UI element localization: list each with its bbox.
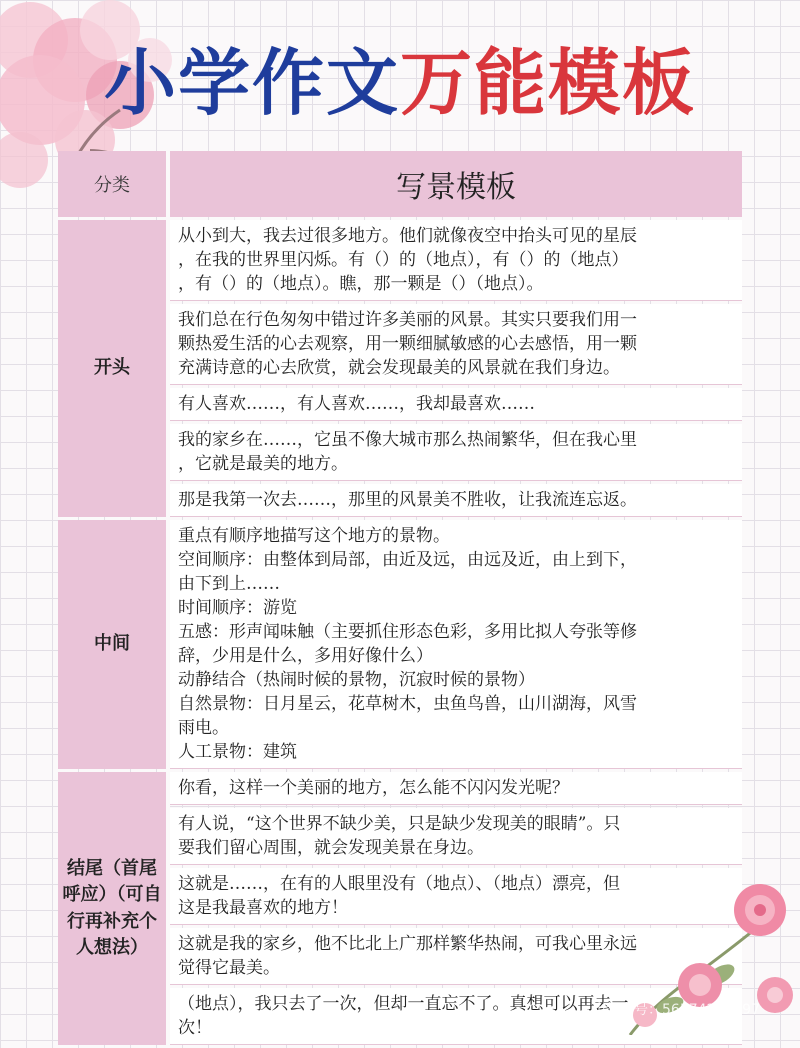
cell-line: ，有（）的（地点）。瞧，那一颗是（）（地点）。 [178,274,544,294]
template-cell [170,304,742,385]
template-cell [170,520,742,769]
cell-line: （地点），我只去了一次，但却一直忘不了。真想可以再去一 [178,994,629,1014]
cell-line: 你看，这样一个美丽的地方，怎么能不闪闪发光呢？ [178,778,569,798]
cell-line: 雨电。 [178,718,229,738]
cell-line: 由下到上…… [178,574,280,594]
cell-line: 从小到大，我去过很多地方。他们就像夜空中抬头可见的星辰 [178,226,637,246]
cell-line: 颗热爱生活的心去观察，用一颗细腻敏感的心去感悟，用一颗 [178,334,637,354]
title-part-red: 万能模板 [400,41,697,125]
cell-line: 觉得它最美。 [178,958,280,978]
watermark: 小红书号：56574219897 [592,1002,760,1018]
template-cell [170,484,742,517]
cell-line: 次！ [178,1018,212,1038]
category-header: 分类 [58,151,170,217]
table-row [58,220,742,301]
cell-line: 充满诗意的心去欣赏，就会发现最美的风景就在我们身边。 [178,358,620,378]
template-cell [170,808,742,865]
cell-line: 那是我第一次去……，那里的风景美不胜收，让我流连忘返。 [178,490,637,510]
category-ending: 结尾（首尾呼应）（可自行再补充个人想法） [58,772,170,1045]
table-row [58,772,742,805]
template-cell [170,220,742,301]
cell-line: 动静结合（热闹时候的景物，沉寂时候的景物） [178,670,535,690]
category-middle: 中间 [58,520,170,769]
cell-line: ，它就是最美的地方。 [178,454,348,474]
cell-line: 我们总在行色匆匆中错过许多美丽的风景。其实只要我们用一 [178,310,637,330]
template-cell [170,772,742,805]
cell-line: 这就是我的家乡，他不比北上广那样繁华热闹，可我心里永远 [178,934,637,954]
template-cell [170,424,742,481]
cell-line: 有人说，“这个世界不缺少美，只是缺少发现美的眼睛”。只 [178,814,621,834]
cell-line: 要我们留心周围，就会发现美景在身边。 [178,838,484,858]
template-cell [170,388,742,421]
page-title [0,40,800,126]
cell-line: 人工景物：建筑 [178,742,297,762]
cell-line: 有人喜欢……，有人喜欢……，我却最喜欢…… [178,394,535,414]
cell-line: 五感：形声闻味触（主要抓住形态色彩，多用比拟人夸张等修 [178,622,637,642]
table-title: 写景模板 [170,151,742,217]
cell-line: 这就是……，在有的人眼里没有（地点）、（地点）漂亮，但 [178,874,620,894]
cell-line: 这是我最喜欢的地方！ [178,898,348,918]
category-opening: 开头 [58,220,170,517]
title-part-blue: 小学作文 [103,41,400,125]
cell-line: 空间顺序：由整体到局部，由近及远，由远及近，由上到下， [178,550,637,570]
table-header-row [58,151,742,217]
cell-line: 自然景物：日月星云，花草树木，虫鱼鸟兽，山川湖海，风雪 [178,694,637,714]
cell-line: 我的家乡在……，它虽不像大城市那么热闹繁华，但在我心里 [178,430,637,450]
cell-line: 辞，少用是什么，多用好像什么） [178,646,433,666]
cell-line: 时间顺序：游览 [178,598,297,618]
cell-line: ，在我的世界里闪烁。有（）的（地点），有（）的（地点） [178,250,629,270]
cell-line: 重点有顺序地描写这个地方的景物。 [178,526,450,546]
table-row [58,520,742,769]
